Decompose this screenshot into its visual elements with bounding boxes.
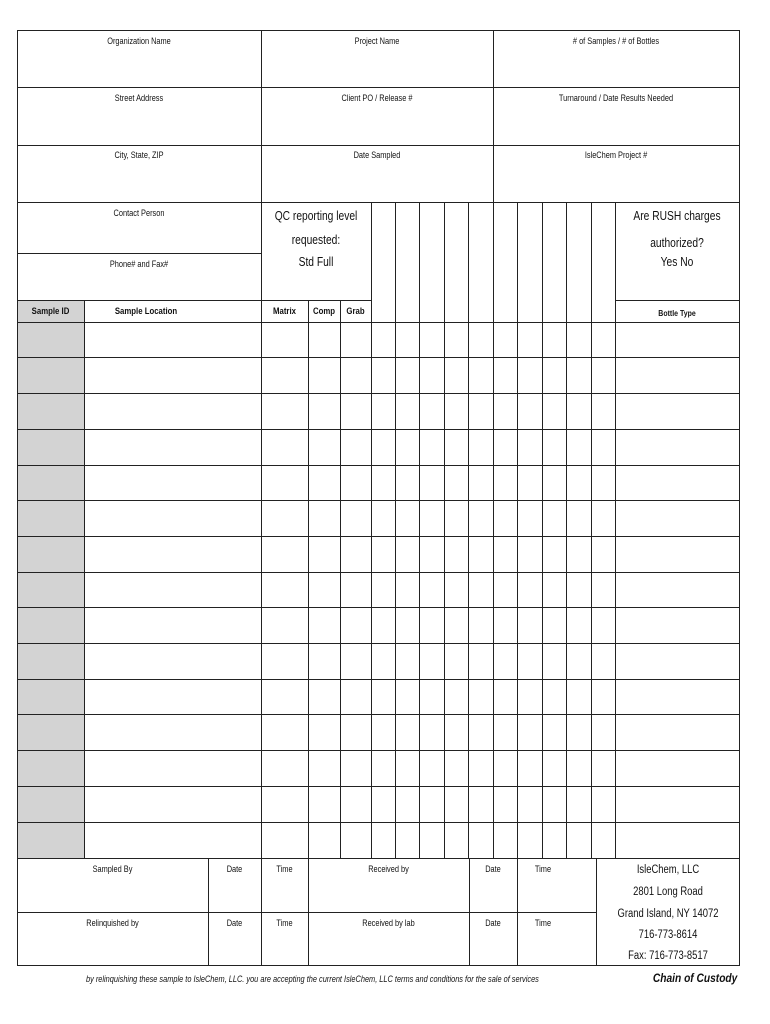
qc-level-label: QC reporting level <box>274 209 358 223</box>
rush-charges-label: Are RUSH charges <box>633 209 721 223</box>
company-street: 2801 Long Road <box>633 886 703 898</box>
divider <box>17 202 740 203</box>
sample-id-cell[interactable] <box>18 501 84 536</box>
company-fax: Fax: 716-773-8517 <box>628 950 708 962</box>
relinquished-date-label: Date <box>226 918 243 928</box>
relinquished-by-label: Relinquished by <box>86 918 139 928</box>
divider <box>261 30 262 202</box>
divider <box>615 300 740 301</box>
divider <box>469 858 470 966</box>
islechem-project-label: IsleChem Project # <box>584 150 648 160</box>
qc-std-full-options: Std Full <box>298 255 334 269</box>
street-address-label: Street Address <box>114 93 164 103</box>
divider <box>493 202 494 858</box>
divider <box>371 202 372 858</box>
table-row <box>17 572 740 573</box>
table-row <box>17 643 740 644</box>
table-row <box>17 536 740 537</box>
sample-id-cell[interactable] <box>18 430 84 465</box>
sample-id-cell[interactable] <box>18 537 84 572</box>
received-date-label: Date <box>485 864 501 874</box>
sample-id-cell[interactable] <box>18 608 84 643</box>
divider <box>208 858 209 966</box>
company-phone: 716-773-8614 <box>638 929 698 941</box>
terms-disclaimer: by relinquishing these sample to IsleChem, LLC. you are accepting the current IsleChem, LLC terms and conditions for the sale of services <box>86 974 539 984</box>
divider <box>17 912 597 913</box>
sampled-by-label: Sampled By <box>92 864 133 874</box>
divider <box>261 858 262 966</box>
divider <box>308 300 309 858</box>
divider <box>566 202 567 858</box>
organization-name-label: Organization Name <box>107 36 171 46</box>
sample-id-cell[interactable] <box>18 394 84 429</box>
divider <box>591 202 592 858</box>
sample-id-cell[interactable] <box>18 644 84 679</box>
sample-id-cell[interactable] <box>18 680 84 714</box>
divider <box>308 858 309 966</box>
divider <box>468 202 469 858</box>
phone-fax-label: Phone# and Fax# <box>109 259 169 269</box>
divider <box>517 202 518 858</box>
table-row <box>17 393 740 394</box>
sampled-time-label: Time <box>276 864 293 874</box>
border-right <box>739 30 740 966</box>
sampled-date-label: Date <box>226 864 243 874</box>
divider <box>419 202 420 858</box>
sample-id-cell[interactable] <box>18 323 84 357</box>
divider <box>444 202 445 858</box>
border-top <box>17 30 740 31</box>
table-row <box>17 465 740 466</box>
table-row <box>17 679 740 680</box>
table-row <box>17 750 740 751</box>
sample-id-cell[interactable] <box>18 573 84 607</box>
received-by-label: Received by <box>368 864 409 874</box>
sample-id-cell[interactable] <box>18 751 84 786</box>
table-row <box>17 500 740 501</box>
lab-time-label: Time <box>534 918 552 928</box>
sample-location-header: Sample Location <box>114 306 178 317</box>
divider <box>17 145 740 146</box>
received-time-label: Time <box>534 864 552 874</box>
sample-id-header: Sample ID <box>31 306 70 317</box>
table-row <box>17 429 740 430</box>
received-by-lab-label: Received by lab <box>362 918 415 928</box>
divider <box>395 202 396 858</box>
date-sampled-label: Date Sampled <box>353 150 401 160</box>
divider <box>17 322 740 323</box>
company-city: Grand Island, NY 14072 <box>617 908 719 920</box>
relinquished-time-label: Time <box>276 918 293 928</box>
divider <box>17 253 261 254</box>
client-po-label: Client PO / Release # <box>341 93 413 103</box>
turnaround-label: Turnaround / Date Results Needed <box>558 93 674 103</box>
rush-yes-no-options: Yes No <box>660 255 694 269</box>
sample-id-cell[interactable] <box>18 466 84 500</box>
divider <box>596 858 597 966</box>
divider <box>340 300 341 858</box>
company-name: IsleChem, LLC <box>636 864 700 876</box>
divider <box>542 202 543 858</box>
project-name-label: Project Name <box>354 36 400 46</box>
grab-header: Grab <box>346 306 365 317</box>
lab-date-label: Date <box>485 918 501 928</box>
rush-authorized-label: authorized? <box>650 236 704 250</box>
form-title: Chain of Custody <box>652 971 737 985</box>
qc-requested-label: requested: <box>291 233 341 247</box>
divider <box>17 87 740 88</box>
sample-id-cell[interactable] <box>18 787 84 822</box>
sample-id-cell[interactable] <box>18 823 84 858</box>
table-row <box>17 822 740 823</box>
bottle-type-header: Bottle Type <box>658 308 696 318</box>
table-row <box>17 607 740 608</box>
divider <box>493 30 494 202</box>
sample-id-cell[interactable] <box>18 715 84 750</box>
divider <box>84 300 85 858</box>
matrix-header: Matrix <box>273 306 296 317</box>
city-state-zip-label: City, State, ZIP <box>114 150 164 160</box>
sample-id-cell[interactable] <box>18 358 84 393</box>
samples-bottles-label: # of Samples / # of Bottles <box>572 36 660 46</box>
contact-person-label: Contact Person <box>113 208 165 218</box>
table-row <box>17 714 740 715</box>
table-row <box>17 357 740 358</box>
table-row <box>17 786 740 787</box>
divider <box>517 858 518 966</box>
comp-header: Comp <box>312 306 336 317</box>
